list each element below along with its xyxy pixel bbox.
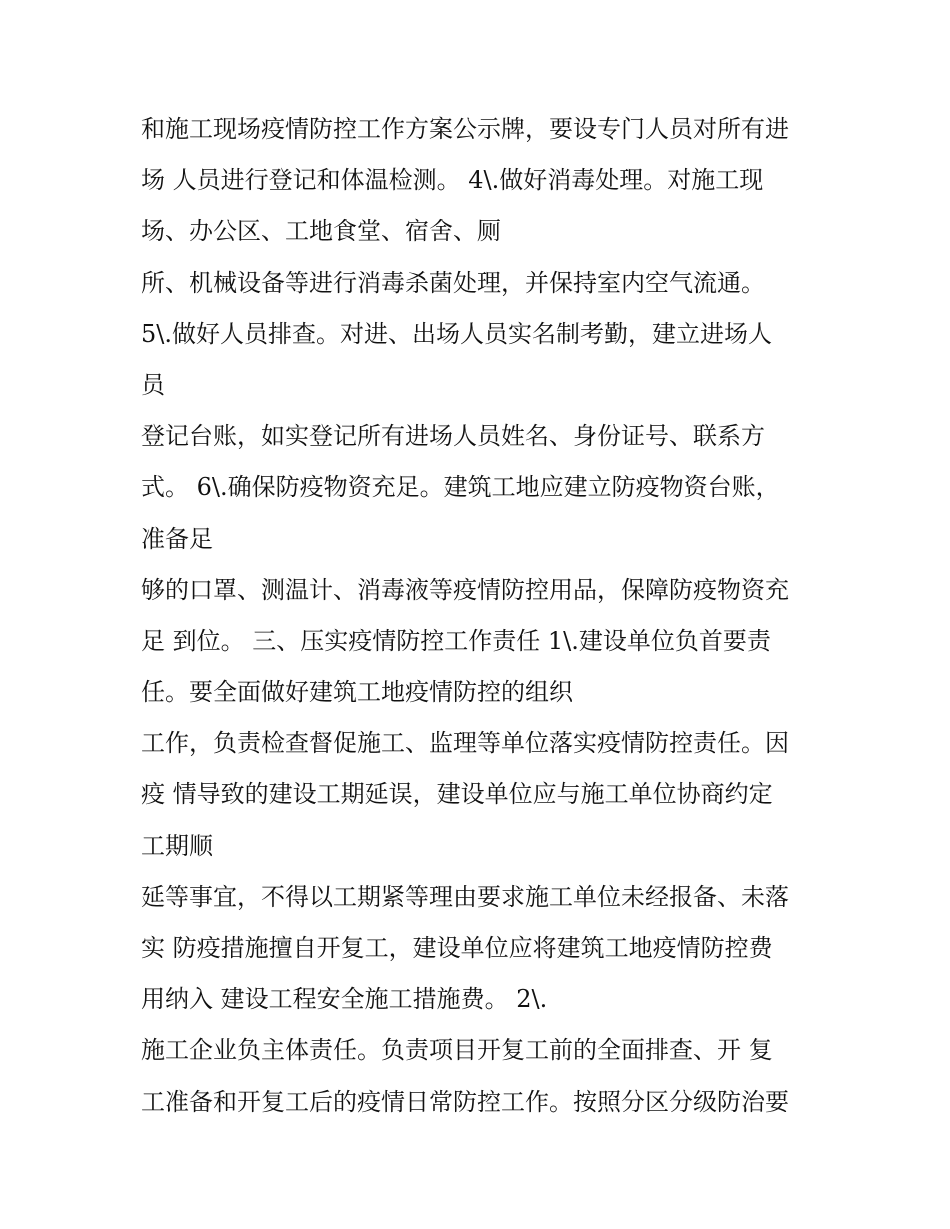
text-line: 场、办公区、工地食堂、宿舍、厕 [141,217,501,246]
text-line: 5\.做好人员排查。对进、出场人员实名制考勤，建立进场人 [141,319,772,348]
text-line: 式。 6\.确保防疫物资充足。建筑工地应建立防疫物资台账， [141,473,780,502]
text-line: 和施工现场疫情防控工作方案公示牌，要设专门人员对所有进 [141,115,789,143]
text-line: 够的口罩、测温计、消毒液等疫情防控用品，保障防疫物资充 [141,575,789,604]
text-line: 工期顺 [141,831,213,860]
text-line: 疫 情导致的建设工期延误，建设单位应与施工单位协商约定 [141,780,773,809]
text-line: 任。要全面做好建筑工地疫情防控的组织 [141,678,573,707]
text-line: 所、机械设备等进行消毒杀菌处理，并保持室内空气流通。 [141,268,765,297]
text-line: 实 防疫措施擅自开复工，建设单位应将建筑工地疫情防控费 [141,934,773,962]
text-line: 工准备和开复工后的疫情日常防控工作。按照分区分级防治要 [141,1087,789,1116]
text-line: 场 人员进行登记和体温检测。 4\.做好消毒处理。对施工现 [141,166,764,195]
text-line: 登记台账，如实登记所有进场人员姓名、身份证号、联系方 [141,422,765,451]
text-line: 准备足 [141,524,213,553]
text-line: 用纳入 建设工程安全施工措施费。 2\. [141,985,548,1014]
text-line: 工作，负责检查督促施工、监理等单位落实疫情防控责任。因 [141,729,789,758]
text-line: 延等事宜，不得以工期紧等理由要求施工单位未经报备、未落 [141,882,789,911]
text-line: 足 到位。 三、压实疫情防控工作责任 1\.建设单位负首要责 [141,626,771,655]
body-text [141,104,831,1128]
text-line: 员 [141,370,165,399]
text-line: 施工企业负主体责任。负责项目开复工前的全面排查、开 复 [141,1036,773,1065]
